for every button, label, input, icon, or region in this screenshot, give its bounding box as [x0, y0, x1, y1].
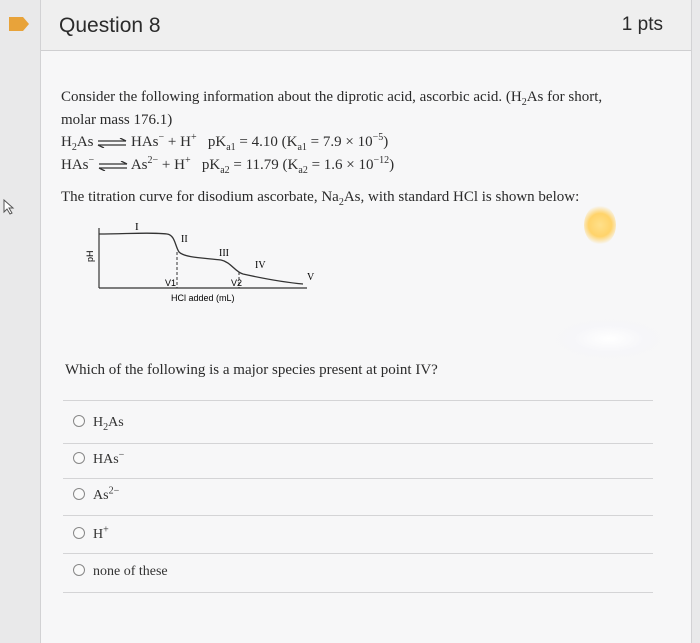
divider	[63, 592, 653, 593]
x-axis-label: HCl added (mL)	[171, 293, 235, 303]
answer-option-none[interactable]: none of these	[73, 564, 168, 580]
question-header	[41, 0, 691, 51]
equilibrium-arrow-icon	[98, 161, 128, 171]
screen-glare	[584, 205, 616, 245]
flag-icon[interactable]	[9, 17, 29, 31]
divider	[63, 478, 653, 479]
mouse-cursor-icon	[2, 198, 18, 216]
question-card	[40, 0, 692, 643]
answer-option-as[interactable]: $As^{2-}$	[73, 488, 119, 504]
question-title: Question 8	[59, 14, 161, 37]
divider	[63, 553, 653, 554]
divider	[63, 400, 653, 401]
answer-option-h2as[interactable]: $H_2As$	[73, 415, 124, 431]
intro-line-2: molar mass 176.1)	[61, 112, 173, 128]
radio-button[interactable]	[73, 488, 85, 500]
radio-button[interactable]	[73, 527, 85, 539]
y-axis-label: pH	[85, 250, 95, 262]
divider	[63, 515, 653, 516]
answer-option-has[interactable]: HAs−	[73, 452, 124, 468]
question-prompt: Which of the following is a major species present at point IV?	[65, 362, 438, 378]
screen-glare	[553, 318, 665, 360]
titration-curve-line	[99, 233, 303, 284]
point-label-iv: IV	[255, 260, 266, 271]
point-label-ii: II	[181, 234, 188, 245]
equilibrium-1: $H_2As$ HAs− + H+ $pK_{a1} = 4.10$ $(K_{a1} = 7.9 \times 10^{-5})$	[61, 132, 389, 153]
radio-button[interactable]	[73, 564, 85, 576]
titration-curve-graph	[81, 222, 321, 312]
v1-label: V1	[165, 278, 177, 288]
point-label-v: V	[307, 272, 315, 283]
radio-button[interactable]	[73, 415, 85, 427]
point-label-i: I	[135, 222, 139, 233]
equilibrium-arrow-icon	[97, 138, 127, 148]
equilibrium-2: HAs− $As^{2-} + H^+$ $pK_{a2} = 11.79$ $(K_{a2} = 1.6 \times 10^{-12})$	[61, 155, 395, 176]
titration-intro: The titration curve for disodium ascorbate, $Na_2As$, with standard HCl is shown below:	[61, 189, 580, 208]
answer-option-h[interactable]: H+	[73, 527, 109, 543]
v2-label: V2	[231, 278, 243, 288]
point-label-iii: III	[219, 248, 229, 259]
divider	[63, 443, 653, 444]
question-points: 1 pts	[621, 14, 663, 35]
radio-button[interactable]	[73, 452, 85, 464]
intro-line-1: Consider the following information about the diprotic acid, ascorbic acid. ($H_2As$ for short,	[61, 89, 603, 108]
